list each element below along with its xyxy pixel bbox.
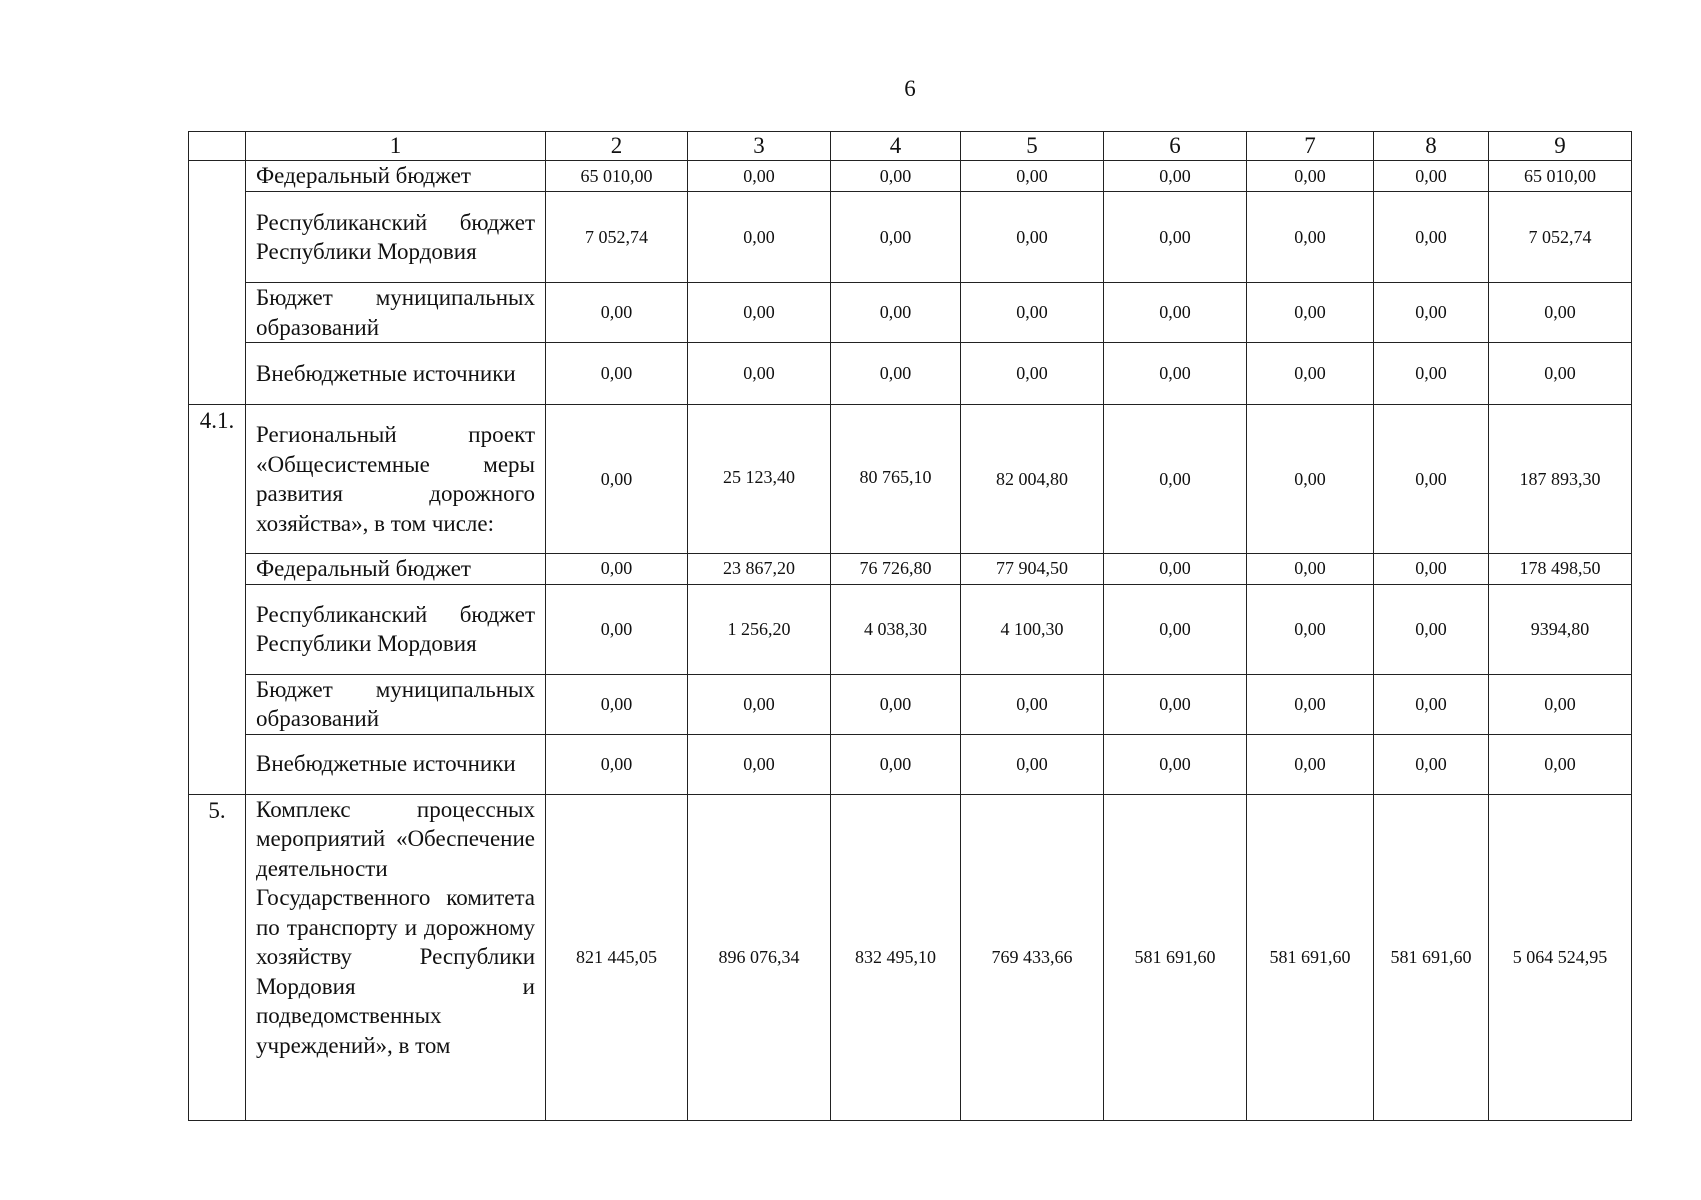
value-cell: 178 498,50 bbox=[1489, 554, 1632, 585]
value-cell: 0,00 bbox=[961, 343, 1104, 405]
table-row bbox=[189, 161, 1632, 192]
value-cell: 0,00 bbox=[546, 283, 688, 343]
header-cell: 1 bbox=[246, 132, 546, 161]
value-cell: 0,00 bbox=[688, 343, 831, 405]
value-cell: 4 038,30 bbox=[831, 584, 961, 674]
value-cell: 0,00 bbox=[546, 405, 688, 554]
table-row bbox=[189, 192, 1632, 283]
value-cell: 0,00 bbox=[961, 734, 1104, 794]
row-name: Федеральный бюджет bbox=[246, 554, 546, 585]
header-cell: 6 bbox=[1104, 132, 1247, 161]
value-cell: 23 867,20 bbox=[688, 554, 831, 585]
table-row bbox=[189, 584, 1632, 674]
row-name-cell bbox=[246, 794, 546, 1120]
row-index-cell: 5. bbox=[189, 794, 246, 1120]
value-cell: 0,00 bbox=[1247, 554, 1374, 585]
row-name: Региональный проект «Общесистемные меры развития дорожного хозяйства», в том числе: bbox=[246, 405, 546, 554]
value-cell: 0,00 bbox=[1374, 674, 1489, 734]
row-name: Республиканский бюджет Республики Мордовия bbox=[246, 584, 546, 674]
value-cell: 0,00 bbox=[546, 554, 688, 585]
value-cell: 0,00 bbox=[546, 584, 688, 674]
value-cell: 0,00 bbox=[961, 161, 1104, 192]
value-cell: 0,00 bbox=[1489, 343, 1632, 405]
value-cell: 0,00 bbox=[1247, 161, 1374, 192]
value-cell: 0,00 bbox=[1247, 283, 1374, 343]
header-cell: 4 bbox=[831, 132, 961, 161]
value-cell: 0,00 bbox=[831, 283, 961, 343]
header-cell: 2 bbox=[546, 132, 688, 161]
header-cell: 5 bbox=[961, 132, 1104, 161]
value-cell: 0,00 bbox=[1374, 554, 1489, 585]
value-cell: 0,00 bbox=[1104, 192, 1247, 283]
value-cell: 0,00 bbox=[1489, 674, 1632, 734]
value-cell: 0,00 bbox=[831, 161, 961, 192]
value-cell: 0,00 bbox=[688, 674, 831, 734]
value-cell: 65 010,00 bbox=[1489, 161, 1632, 192]
value-cell: 65 010,00 bbox=[546, 161, 688, 192]
row-name: Бюджет муниципальных образований bbox=[246, 283, 546, 343]
row-name: Внебюджетные источники bbox=[246, 734, 546, 794]
row-name: Республиканский бюджет Республики Мордовия bbox=[246, 192, 546, 283]
value-cell: 0,00 bbox=[961, 674, 1104, 734]
value-cell: 0,00 bbox=[1247, 584, 1374, 674]
row-index-cell bbox=[189, 161, 246, 405]
row-name: Бюджет муниципальных образований bbox=[246, 674, 546, 734]
value-cell: 0,00 bbox=[1374, 405, 1489, 554]
value-cell: 187 893,30 bbox=[1489, 405, 1632, 554]
value-cell: 0,00 bbox=[1104, 405, 1247, 554]
value-cell: 1 256,20 bbox=[688, 584, 831, 674]
value-cell: 0,00 bbox=[1104, 161, 1247, 192]
value-cell: 0,00 bbox=[1374, 192, 1489, 283]
value-cell: 0,00 bbox=[831, 674, 961, 734]
table-row bbox=[189, 794, 1632, 1120]
value-cell: 0,00 bbox=[1104, 554, 1247, 585]
table-row bbox=[189, 283, 1632, 343]
value-cell: 25 123,40 bbox=[688, 405, 831, 554]
header-cell: 3 bbox=[688, 132, 831, 161]
value-cell: 5 064 524,95 bbox=[1489, 794, 1632, 1120]
header-cell-index bbox=[189, 132, 246, 161]
value-cell: 4 100,30 bbox=[961, 584, 1104, 674]
value-cell: 0,00 bbox=[1489, 283, 1632, 343]
value-cell: 581 691,60 bbox=[1104, 794, 1247, 1120]
value-cell: 82 004,80 bbox=[961, 405, 1104, 554]
value-cell: 581 691,60 bbox=[1374, 794, 1489, 1120]
value-cell: 0,00 bbox=[831, 343, 961, 405]
value-cell: 0,00 bbox=[546, 343, 688, 405]
value-cell: 0,00 bbox=[961, 283, 1104, 343]
value-cell: 0,00 bbox=[1374, 584, 1489, 674]
row-index-cell: 4.1. bbox=[189, 405, 246, 795]
value-cell: 896 076,34 bbox=[688, 794, 831, 1120]
value-cell: 0,00 bbox=[688, 734, 831, 794]
value-cell: 7 052,74 bbox=[1489, 192, 1632, 283]
value-cell: 0,00 bbox=[1104, 674, 1247, 734]
value-cell: 0,00 bbox=[1374, 734, 1489, 794]
value-cell: 821 445,05 bbox=[546, 794, 688, 1120]
value-cell: 0,00 bbox=[831, 192, 961, 283]
value-cell: 9394,80 bbox=[1489, 584, 1632, 674]
value-cell: 0,00 bbox=[1489, 734, 1632, 794]
value-cell: 0,00 bbox=[1247, 405, 1374, 554]
value-cell: 0,00 bbox=[831, 734, 961, 794]
value-cell: 0,00 bbox=[1104, 283, 1247, 343]
budget-table bbox=[188, 131, 1632, 1121]
value-cell: 7 052,74 bbox=[546, 192, 688, 283]
value-cell: 77 904,50 bbox=[961, 554, 1104, 585]
value-cell: 0,00 bbox=[961, 192, 1104, 283]
table-row bbox=[189, 405, 1632, 554]
value-cell: 0,00 bbox=[1247, 734, 1374, 794]
value-cell: 769 433,66 bbox=[961, 794, 1104, 1120]
table-row bbox=[189, 554, 1632, 585]
value-cell: 76 726,80 bbox=[831, 554, 961, 585]
value-cell: 0,00 bbox=[688, 161, 831, 192]
value-cell: 0,00 bbox=[1247, 343, 1374, 405]
value-cell: 0,00 bbox=[546, 674, 688, 734]
value-cell: 80 765,10 bbox=[831, 405, 961, 554]
value-cell: 0,00 bbox=[1104, 734, 1247, 794]
value-cell: 0,00 bbox=[546, 734, 688, 794]
value-cell: 0,00 bbox=[1374, 161, 1489, 192]
page-number: 6 bbox=[904, 76, 916, 101]
header-cell: 8 bbox=[1374, 132, 1489, 161]
table-row bbox=[189, 734, 1632, 794]
value-cell: 0,00 bbox=[1247, 192, 1374, 283]
value-cell: 0,00 bbox=[1104, 584, 1247, 674]
table-row bbox=[189, 674, 1632, 734]
table-row bbox=[189, 343, 1632, 405]
value-cell: 832 495,10 bbox=[831, 794, 961, 1120]
value-cell: 0,00 bbox=[1247, 674, 1374, 734]
row-name: Федеральный бюджет bbox=[246, 161, 546, 192]
value-cell: 0,00 bbox=[1374, 283, 1489, 343]
value-cell: 0,00 bbox=[688, 192, 831, 283]
column-number-row bbox=[189, 132, 1632, 161]
header-cell: 7 bbox=[1247, 132, 1374, 161]
value-cell: 581 691,60 bbox=[1247, 794, 1374, 1120]
value-cell: 0,00 bbox=[1104, 343, 1247, 405]
header-cell: 9 bbox=[1489, 132, 1632, 161]
value-cell: 0,00 bbox=[688, 283, 831, 343]
row-name: Комплекс процессных мероприятий «Обеспечение деятельности Государственного комитета по транспорту и дорожному хозяйству Республики Мордовия и подведомственных учреждений», в том bbox=[256, 796, 535, 1058]
row-name: Внебюджетные источники bbox=[246, 343, 546, 405]
value-cell: 0,00 bbox=[1374, 343, 1489, 405]
